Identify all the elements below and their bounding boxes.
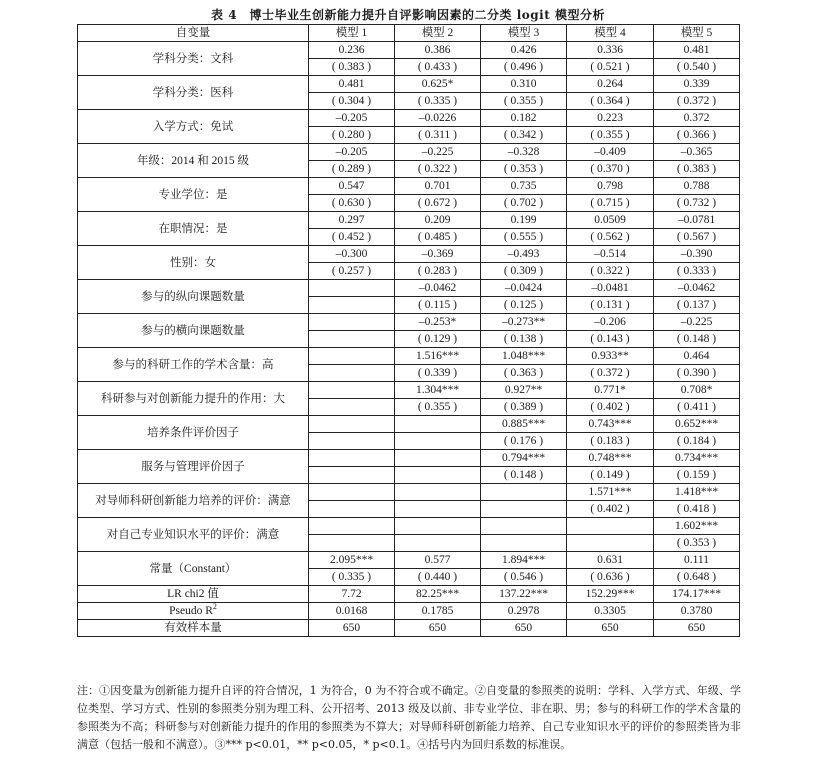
summary-value-cell: 650 [309, 620, 395, 637]
standard-error-cell: ( 0.540 ) [654, 59, 740, 76]
standard-error-cell: ( 0.363 ) [481, 365, 567, 382]
table-row [78, 42, 740, 59]
standard-error-cell: ( 0.366 ) [654, 127, 740, 144]
table-note: 注：①因变量为创新能力提升自评的符合情况，1 为符合，0 为不符合或不确定。②自变量的参照类的说明：学科、入学方式、年级、学位类型、学习方式、性别的参照类分别为理工科、公开招考、2013 级及以前、非专业学位、非在职、男；参与的科研工作的学术含量的参照类为不高；科研参与对创新能力提升的作用的参照类为不算大；对导师科研创新能力培养、自己专业知识水平的评价的参照类皆为非满意（包括一般和不满意）。③*** p<0.01，** p<0.05，* p<0.1。④括号内为回归系数的标准误。 [77, 684, 741, 751]
coefficient-cell: –0.0424 [481, 280, 567, 297]
standard-error-cell [309, 297, 395, 314]
standard-error-cell: ( 0.370 ) [567, 161, 654, 178]
table-row [78, 280, 740, 297]
standard-error-cell: ( 0.390 ) [654, 365, 740, 382]
coefficient-cell: 2.095*** [309, 552, 395, 569]
standard-error-cell: ( 0.496 ) [481, 59, 567, 76]
coefficient-cell: 1.571*** [567, 484, 654, 501]
standard-error-cell: ( 0.567 ) [654, 229, 740, 246]
variable-label: 学科分类：医科 [78, 76, 309, 110]
variable-label: 入学方式：免试 [78, 110, 309, 144]
table-row [78, 212, 740, 229]
standard-error-cell: ( 0.304 ) [309, 93, 395, 110]
coefficient-cell: 0.426 [481, 42, 567, 59]
coefficient-cell [481, 484, 567, 501]
standard-error-cell: ( 0.418 ) [654, 501, 740, 518]
variable-label: 培养条件评价因子 [78, 416, 309, 450]
standard-error-cell: ( 0.159 ) [654, 467, 740, 484]
coefficient-cell [309, 450, 395, 467]
standard-error-cell: ( 0.311 ) [395, 127, 481, 144]
coefficient-cell: –0.300 [309, 246, 395, 263]
standard-error-cell: ( 0.183 ) [567, 433, 654, 450]
coefficient-cell [395, 450, 481, 467]
standard-error-cell: ( 0.355 ) [395, 399, 481, 416]
standard-error-cell: ( 0.402 ) [567, 399, 654, 416]
coefficient-cell [309, 348, 395, 365]
coefficient-cell: 1.304*** [395, 382, 481, 399]
coefficient-cell: 0.481 [309, 76, 395, 93]
coefficient-cell: –0.0462 [654, 280, 740, 297]
summary-value-cell: 0.3305 [567, 603, 654, 620]
coefficient-cell: –0.365 [654, 144, 740, 161]
summary-value-cell: 650 [395, 620, 481, 637]
coefficient-cell: 1.418*** [654, 484, 740, 501]
summary-label-text: LR chi2 值 [167, 588, 219, 600]
standard-error-cell [309, 399, 395, 416]
coefficient-cell: 0.734*** [654, 450, 740, 467]
coefficient-cell: 0.885*** [481, 416, 567, 433]
standard-error-cell [395, 535, 481, 552]
standard-error-cell: ( 0.138 ) [481, 331, 567, 348]
summary-value-cell: 7.72 [309, 586, 395, 603]
coefficient-cell: –0.390 [654, 246, 740, 263]
table-row [78, 518, 740, 535]
standard-error-cell: ( 0.342 ) [481, 127, 567, 144]
standard-error-cell: ( 0.636 ) [567, 569, 654, 586]
table-caption: 表 4 博士毕业生创新能力提升自评影响因素的二分类 logit 模型分析 [211, 8, 605, 22]
coefficient-cell: 0.927** [481, 382, 567, 399]
coefficient-cell: 1.894*** [481, 552, 567, 569]
standard-error-cell: ( 0.176 ) [481, 433, 567, 450]
standard-error-cell: ( 0.372 ) [654, 93, 740, 110]
summary-value-cell: 152.29*** [567, 586, 654, 603]
standard-error-cell: ( 0.184 ) [654, 433, 740, 450]
coefficient-cell: 0.264 [567, 76, 654, 93]
summary-label [78, 620, 309, 637]
header-model-5: 模型 5 [654, 25, 740, 42]
summary-value-cell: 0.1785 [395, 603, 481, 620]
standard-error-cell: ( 0.383 ) [309, 59, 395, 76]
coefficient-cell: 0.386 [395, 42, 481, 59]
summary-label [78, 603, 309, 620]
standard-error-cell: ( 0.115 ) [395, 297, 481, 314]
coefficient-cell: 0.111 [654, 552, 740, 569]
coefficient-cell: –0.205 [309, 110, 395, 127]
summary-row [78, 620, 740, 637]
table-row [78, 76, 740, 93]
standard-error-cell: ( 0.546 ) [481, 569, 567, 586]
header-model-4: 模型 4 [567, 25, 654, 42]
variable-label: 参与的科研工作的学术含量：高 [78, 348, 309, 382]
coefficient-cell: 0.199 [481, 212, 567, 229]
standard-error-cell: ( 0.283 ) [395, 263, 481, 280]
standard-error-cell: ( 0.353 ) [654, 535, 740, 552]
header-model-1: 模型 1 [309, 25, 395, 42]
summary-value-cell: 650 [654, 620, 740, 637]
summary-label-text: Pseudo R [169, 605, 213, 617]
table-row [78, 552, 740, 569]
coefficient-cell: 1.516*** [395, 348, 481, 365]
coefficient-cell: 0.182 [481, 110, 567, 127]
standard-error-cell: ( 0.149 ) [567, 467, 654, 484]
standard-error-cell [309, 365, 395, 382]
coefficient-cell [567, 518, 654, 535]
coefficient-cell: –0.493 [481, 246, 567, 263]
table-row [78, 246, 740, 263]
variable-label: 对自己专业知识水平的评价：满意 [78, 518, 309, 552]
coefficient-cell [395, 518, 481, 535]
variable-label: 对导师科研创新能力培养的评价：满意 [78, 484, 309, 518]
coefficient-cell: –0.253* [395, 314, 481, 331]
table-row [78, 144, 740, 161]
standard-error-cell: ( 0.355 ) [481, 93, 567, 110]
table-row [78, 178, 740, 195]
coefficient-cell: –0.205 [309, 144, 395, 161]
coefficient-cell: –0.369 [395, 246, 481, 263]
variable-label: 性别：女 [78, 246, 309, 280]
summary-value-cell: 82.25*** [395, 586, 481, 603]
coefficient-cell: –0.0226 [395, 110, 481, 127]
coefficient-cell: 0.339 [654, 76, 740, 93]
standard-error-cell [481, 535, 567, 552]
standard-error-cell [395, 501, 481, 518]
coefficient-cell [481, 518, 567, 535]
coefficient-cell [309, 518, 395, 535]
summary-row [78, 586, 740, 603]
coefficient-cell [309, 280, 395, 297]
coefficient-cell: 0.743*** [567, 416, 654, 433]
coefficient-cell: –0.225 [395, 144, 481, 161]
coefficient-cell: –0.0481 [567, 280, 654, 297]
coefficient-cell: 0.209 [395, 212, 481, 229]
standard-error-cell: ( 0.280 ) [309, 127, 395, 144]
standard-error-cell: ( 0.364 ) [567, 93, 654, 110]
standard-error-cell: ( 0.383 ) [654, 161, 740, 178]
coefficient-cell: 0.547 [309, 178, 395, 195]
coefficient-cell: 0.771* [567, 382, 654, 399]
coefficient-cell: 0.310 [481, 76, 567, 93]
standard-error-cell: ( 0.440 ) [395, 569, 481, 586]
regression-table [77, 24, 740, 637]
standard-error-cell: ( 0.339 ) [395, 365, 481, 382]
summary-value-cell: 650 [567, 620, 654, 637]
table-body [78, 42, 740, 637]
header-model-2: 模型 2 [395, 25, 481, 42]
coefficient-cell: 0.798 [567, 178, 654, 195]
standard-error-cell: ( 0.148 ) [654, 331, 740, 348]
coefficient-cell: 0.372 [654, 110, 740, 127]
standard-error-cell: ( 0.335 ) [395, 93, 481, 110]
variable-label: 服务与管理评价因子 [78, 450, 309, 484]
standard-error-cell: ( 0.335 ) [309, 569, 395, 586]
table-row [78, 382, 740, 399]
coefficient-cell: 0.297 [309, 212, 395, 229]
standard-error-cell: ( 0.148 ) [481, 467, 567, 484]
summary-label [78, 586, 309, 603]
standard-error-cell: ( 0.555 ) [481, 229, 567, 246]
variable-label: 参与的纵向课题数量 [78, 280, 309, 314]
summary-value-cell: 137.22*** [481, 586, 567, 603]
standard-error-cell: ( 0.322 ) [567, 263, 654, 280]
summary-value-cell: 0.3780 [654, 603, 740, 620]
coefficient-cell: 0.735 [481, 178, 567, 195]
coefficient-cell [309, 382, 395, 399]
coefficient-cell [395, 416, 481, 433]
coefficient-cell: 0.631 [567, 552, 654, 569]
coefficient-cell: 0.336 [567, 42, 654, 59]
coefficient-cell [309, 314, 395, 331]
standard-error-cell: ( 0.289 ) [309, 161, 395, 178]
variable-label: 参与的横向课题数量 [78, 314, 309, 348]
table-row [78, 348, 740, 365]
variable-label: 学科分类：文科 [78, 42, 309, 76]
coefficient-cell: 1.048*** [481, 348, 567, 365]
standard-error-cell [309, 535, 395, 552]
standard-error-cell: ( 0.485 ) [395, 229, 481, 246]
standard-error-cell: ( 0.521 ) [567, 59, 654, 76]
variable-label: 在职情况：是 [78, 212, 309, 246]
standard-error-cell: ( 0.129 ) [395, 331, 481, 348]
standard-error-cell: ( 0.322 ) [395, 161, 481, 178]
coefficient-cell: 0.223 [567, 110, 654, 127]
standard-error-cell: ( 0.372 ) [567, 365, 654, 382]
standard-error-cell: ( 0.131 ) [567, 297, 654, 314]
table-row [78, 110, 740, 127]
standard-error-cell: ( 0.702 ) [481, 195, 567, 212]
variable-label: 常量（Constant） [78, 552, 309, 586]
summary-value-cell: 0.2978 [481, 603, 567, 620]
header-variable: 自变量 [78, 25, 309, 42]
coefficient-cell: 0.481 [654, 42, 740, 59]
coefficient-cell: 0.701 [395, 178, 481, 195]
table-row [78, 450, 740, 467]
standard-error-cell: ( 0.562 ) [567, 229, 654, 246]
table-row [78, 484, 740, 501]
coefficient-cell: 0.933** [567, 348, 654, 365]
coefficient-cell [309, 416, 395, 433]
standard-error-cell: ( 0.452 ) [309, 229, 395, 246]
coefficient-cell [395, 484, 481, 501]
variable-label: 科研参与对创新能力提升的作用：大 [78, 382, 309, 416]
coefficient-cell: –0.0781 [654, 212, 740, 229]
standard-error-cell: ( 0.309 ) [481, 263, 567, 280]
standard-error-cell [309, 467, 395, 484]
coefficient-cell: 0.794*** [481, 450, 567, 467]
standard-error-cell [567, 535, 654, 552]
summary-value-cell: 650 [481, 620, 567, 637]
coefficient-cell: –0.328 [481, 144, 567, 161]
coefficient-cell: –0.206 [567, 314, 654, 331]
standard-error-cell: ( 0.353 ) [481, 161, 567, 178]
standard-error-cell: ( 0.630 ) [309, 195, 395, 212]
coefficient-cell: 0.625* [395, 76, 481, 93]
standard-error-cell: ( 0.732 ) [654, 195, 740, 212]
standard-error-cell: ( 0.257 ) [309, 263, 395, 280]
variable-label: 年级：2014 和 2015 级 [78, 144, 309, 178]
table-row [78, 416, 740, 433]
standard-error-cell [481, 501, 567, 518]
standard-error-cell: ( 0.125 ) [481, 297, 567, 314]
standard-error-cell: ( 0.411 ) [654, 399, 740, 416]
header-model-3: 模型 3 [481, 25, 567, 42]
coefficient-cell: 0.708* [654, 382, 740, 399]
standard-error-cell: ( 0.355 ) [567, 127, 654, 144]
summary-label-superscript: 2 [212, 602, 217, 612]
coefficient-cell: 0.652*** [654, 416, 740, 433]
summary-value-cell: 0.0168 [309, 603, 395, 620]
standard-error-cell [309, 433, 395, 450]
summary-label-text: 有效样本量 [164, 622, 222, 634]
coefficient-cell [309, 484, 395, 501]
standard-error-cell: ( 0.672 ) [395, 195, 481, 212]
standard-error-cell [395, 433, 481, 450]
standard-error-cell: ( 0.137 ) [654, 297, 740, 314]
coefficient-cell: 1.602*** [654, 518, 740, 535]
coefficient-cell: –0.0462 [395, 280, 481, 297]
summary-value-cell: 174.17*** [654, 586, 740, 603]
standard-error-cell [395, 467, 481, 484]
coefficient-cell: 0.0509 [567, 212, 654, 229]
variable-label: 专业学位：是 [78, 178, 309, 212]
standard-error-cell: ( 0.402 ) [567, 501, 654, 518]
standard-error-cell: ( 0.143 ) [567, 331, 654, 348]
table-header-row [78, 25, 740, 42]
standard-error-cell: ( 0.715 ) [567, 195, 654, 212]
standard-error-cell [309, 501, 395, 518]
coefficient-cell: –0.409 [567, 144, 654, 161]
coefficient-cell: 0.464 [654, 348, 740, 365]
coefficient-cell: –0.273** [481, 314, 567, 331]
standard-error-cell: ( 0.433 ) [395, 59, 481, 76]
coefficient-cell: 0.788 [654, 178, 740, 195]
coefficient-cell: 0.236 [309, 42, 395, 59]
standard-error-cell [309, 331, 395, 348]
table-row [78, 314, 740, 331]
coefficient-cell: 0.577 [395, 552, 481, 569]
coefficient-cell: –0.225 [654, 314, 740, 331]
standard-error-cell: ( 0.389 ) [481, 399, 567, 416]
standard-error-cell: ( 0.648 ) [654, 569, 740, 586]
summary-row [78, 603, 740, 620]
coefficient-cell: 0.748*** [567, 450, 654, 467]
standard-error-cell: ( 0.333 ) [654, 263, 740, 280]
coefficient-cell: –0.514 [567, 246, 654, 263]
